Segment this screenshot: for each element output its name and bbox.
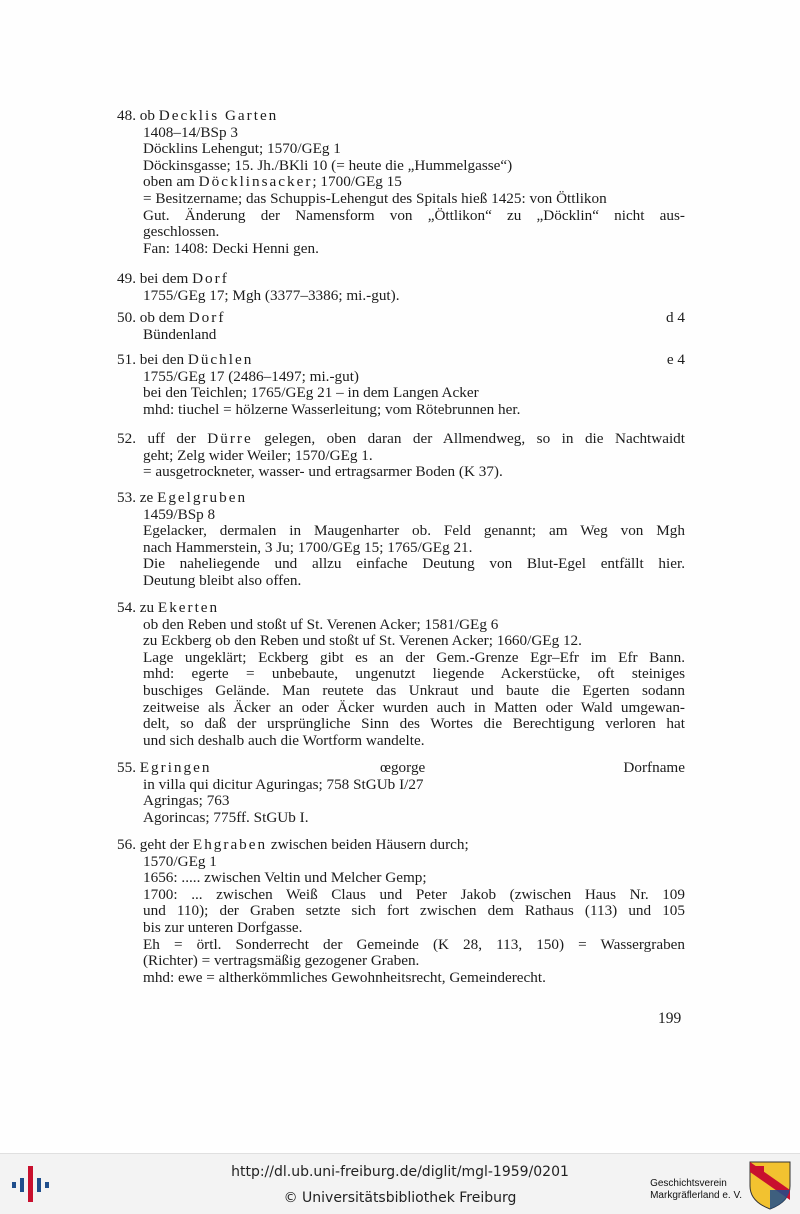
line-text: mhd: tiuchel = hölzerne Wasserleitung; vom Rötebrunnen her. xyxy=(143,400,521,418)
line-prefix: ob dem xyxy=(139,309,189,326)
entry-line xyxy=(117,716,685,733)
map-grid-reference: d 4 xyxy=(666,309,685,326)
line-text: = Besitzername; das Schuppis-Lehengut des Spitals hieß 1425: von Öttlikon xyxy=(143,189,607,207)
entry-50 xyxy=(117,310,685,343)
entry-line xyxy=(117,920,685,937)
coat-of-arms-icon xyxy=(748,1160,792,1210)
line-text: 1755/GEg 17; Mgh (3377–3386; mi.-gut). xyxy=(143,286,400,304)
place-name: Egringen xyxy=(139,759,212,776)
line-text: in villa qui dicitur Aguringas; 758 StGUb I/27 xyxy=(143,775,424,793)
society-name xyxy=(650,1178,742,1202)
entry-line xyxy=(117,777,685,794)
entry-line xyxy=(117,837,685,854)
line-suffix: ; 1700/GEg 15 xyxy=(312,173,402,191)
entry-48 xyxy=(117,108,685,257)
line-text: 1700: ... zwischen Weiß Claus und Peter Jakob (zwischen Haus Nr. 109 xyxy=(143,885,685,903)
entry-line xyxy=(117,271,685,288)
line-text: geschlossen. xyxy=(143,223,220,241)
entry-line xyxy=(117,523,685,540)
entry-line xyxy=(117,125,685,142)
entry-line xyxy=(117,191,685,208)
entry-line xyxy=(117,700,685,717)
entry-line xyxy=(117,953,685,970)
entry-line xyxy=(117,733,685,750)
place-name: Döcklinsacker xyxy=(198,173,313,191)
entry-line xyxy=(117,141,685,158)
entry-line xyxy=(117,448,685,465)
entry-line xyxy=(117,327,685,344)
entry-line xyxy=(117,666,685,683)
line-text: Gut. Änderung der Namensform von „Öttlikon“ zu „Döcklin“ nicht aus- xyxy=(143,206,685,224)
line-prefix: ob xyxy=(139,107,159,124)
entry-line xyxy=(117,507,685,524)
line-text: (Richter) = vertragsmäßig gezogener Graben. xyxy=(143,952,420,970)
entry-line xyxy=(117,352,685,369)
line-text: 1656: ..... zwischen Veltin und Melcher Gemp; xyxy=(143,869,427,887)
entry-number: 50. xyxy=(117,309,140,326)
line-text: Döckinsgasse; 15. Jh./BKli 10 (= heute die „Hummelgasse“) xyxy=(143,156,513,174)
entry-55 xyxy=(117,760,685,826)
entry-number: 48. xyxy=(117,107,140,124)
line-text: 1570/GEg 1 xyxy=(143,852,217,870)
entry-line xyxy=(117,108,685,125)
line-text: Agorincas; 775ff. StGUb I. xyxy=(143,808,309,826)
line-text: buschiges Gelände. Man reutete das Unkraut und baute die Egerten sodann xyxy=(143,681,685,699)
entry-line xyxy=(117,683,685,700)
line-prefix: bei den xyxy=(139,351,188,368)
line-text: mhd: ewe = altherkömmliches Gewohnheitsrecht, Gemeinderecht. xyxy=(143,968,546,986)
line-text: geht; Zelg wider Weiler; 1570/GEg 1. xyxy=(143,446,373,464)
line-text: Bündenland xyxy=(143,325,217,343)
line-prefix: bei dem xyxy=(139,270,193,287)
line-text: Agringas; 763 xyxy=(143,792,230,810)
map-grid-reference: e 4 xyxy=(666,351,685,368)
society-line-2: Markgräflerland e. V. xyxy=(650,1190,742,1201)
line-text: bis zur unteren Dorfgasse. xyxy=(143,918,303,936)
copyright-text: © Universitätsbibliothek Freiburg xyxy=(283,1190,517,1206)
line-text: = ausgetrockneter, wasser- und ertragsarmer Boden (K 37). xyxy=(143,463,503,481)
entry-line xyxy=(117,793,685,810)
entry-line xyxy=(117,903,685,920)
entry-line xyxy=(117,650,685,667)
line-text: Döcklins Lehengut; 1570/GEg 1 xyxy=(143,140,341,158)
line-text: delt, so daß der ursprüngliche Sinn des Wortes die Berechtigung verloren hat xyxy=(143,715,685,733)
entry-line xyxy=(117,174,685,191)
line-suffix: zwischen beiden Häusern durch; xyxy=(267,836,469,853)
entry-line xyxy=(117,617,685,634)
entry-line xyxy=(117,760,685,777)
place-name: Egelgruben xyxy=(157,489,248,506)
line-text: 1408–14/BSp 3 xyxy=(143,123,238,141)
entry-line xyxy=(117,208,685,225)
page-number: 199 xyxy=(658,1010,682,1027)
line-text: mhd: egerte = unbebaute, ungenutzt liegende Ackerstücke, oft steiniges xyxy=(143,665,685,683)
place-name: Düchlen xyxy=(187,351,254,368)
line-text: 1459/BSp 8 xyxy=(143,505,216,523)
line-text: nach Hammerstein, 3 Ju; 1700/GEg 15; 1765/GEg 21. xyxy=(143,538,473,556)
permalink-url[interactable]: http://dl.ub.uni-freiburg.de/diglit/mgl-1959/0201 xyxy=(231,1164,569,1180)
entry-51 xyxy=(117,352,685,418)
entry-53 xyxy=(117,490,685,590)
map-grid-reference: Dorfname xyxy=(623,759,685,776)
line-text: und sich deshalb auch die Wortform wandelte. xyxy=(143,731,425,749)
line-text: Die naheliegende und allzu einfache Deutung von Blut-Egel entfällt hier. xyxy=(143,555,685,573)
line-text: Fan: 1408: Decki Henni gen. xyxy=(143,239,319,257)
pronunciation: œgorge xyxy=(380,759,426,776)
entry-49 xyxy=(117,271,685,304)
entry-line xyxy=(117,464,685,481)
entry-number: 56. xyxy=(117,836,140,853)
place-name: Dorf xyxy=(188,309,226,326)
entry-line xyxy=(117,870,685,887)
line-prefix: ze xyxy=(139,489,158,506)
entry-line xyxy=(117,288,685,305)
line-text: Eh = örtl. Sonderrecht der Gemeinde (K 28, 113, 150) = Wassergraben xyxy=(143,935,685,953)
line-suffix: gelegen, oben daran der Allmendweg, so in die Nachtwaidt xyxy=(252,430,685,447)
entry-line xyxy=(117,573,685,590)
entry-line xyxy=(117,402,685,419)
line-text: Egelacker, dermalen in Maugenharter ob. Feld genannt; am Weg von Mgh xyxy=(143,522,685,540)
line-prefix: zu xyxy=(139,599,158,616)
entry-number: 53. xyxy=(117,489,140,506)
place-name: Decklis Garten xyxy=(158,107,279,124)
entry-line xyxy=(117,158,685,175)
line-text: bei den Teichlen; 1765/GEg 21 – in dem Langen Acker xyxy=(143,384,479,402)
entry-line xyxy=(117,540,685,557)
entry-line xyxy=(117,490,685,507)
place-name: Dürre xyxy=(207,430,253,447)
line-text: und 110); der Graben setzte sich fort zwischen dem Rathaus (113) und 105 xyxy=(143,902,685,920)
entry-line xyxy=(117,431,685,448)
place-name: Ekerten xyxy=(157,599,220,616)
society-line-1: Geschichtsverein xyxy=(650,1178,727,1189)
entry-number: 55. xyxy=(117,759,140,776)
line-text: 1755/GEg 17 (2486–1497; mi.-gut) xyxy=(143,367,359,385)
line-prefix: uff der xyxy=(147,430,208,447)
place-name: Dorf xyxy=(192,270,229,287)
entry-line xyxy=(117,369,685,386)
entry-56 xyxy=(117,837,685,986)
entry-line xyxy=(117,970,685,987)
entry-number: 54. xyxy=(117,599,140,616)
entry-line xyxy=(117,385,685,402)
entry-52 xyxy=(117,431,685,481)
entry-line xyxy=(117,241,685,258)
line-prefix: geht der xyxy=(139,836,193,853)
entry-54 xyxy=(117,600,685,749)
line-text: zu Eckberg ob den Reben und stoßt uf St. Verenen Acker; 1660/GEg 12. xyxy=(143,632,582,650)
line-text: ob den Reben und stoßt uf St. Verenen Acker; 1581/GEg 6 xyxy=(143,615,499,633)
entry-line xyxy=(117,810,685,827)
entry-line xyxy=(117,556,685,573)
entry-line xyxy=(117,600,685,617)
entry-number: 49. xyxy=(117,270,140,287)
entry-line xyxy=(117,633,685,650)
line-text: Deutung bleibt also offen. xyxy=(143,571,302,589)
entry-number: 51. xyxy=(117,351,140,368)
entry-number: 52. xyxy=(117,430,148,447)
place-name: Ehgraben xyxy=(192,836,268,853)
entry-line xyxy=(117,937,685,954)
entry-line xyxy=(117,310,685,327)
entry-line xyxy=(117,224,685,241)
line-text: Lage ungeklärt; Eckberg gibt es an der Gem.-Grenze Egr–Efr im Efr Bann. xyxy=(143,648,685,666)
footer-bar xyxy=(0,1153,800,1214)
line-text: zeitweise als Äcker an oder Äcker wurden auch in Matten oder Wald umgewan- xyxy=(143,698,685,716)
line-prefix: oben am xyxy=(143,173,199,191)
entry-line xyxy=(117,887,685,904)
entry-line xyxy=(117,854,685,871)
